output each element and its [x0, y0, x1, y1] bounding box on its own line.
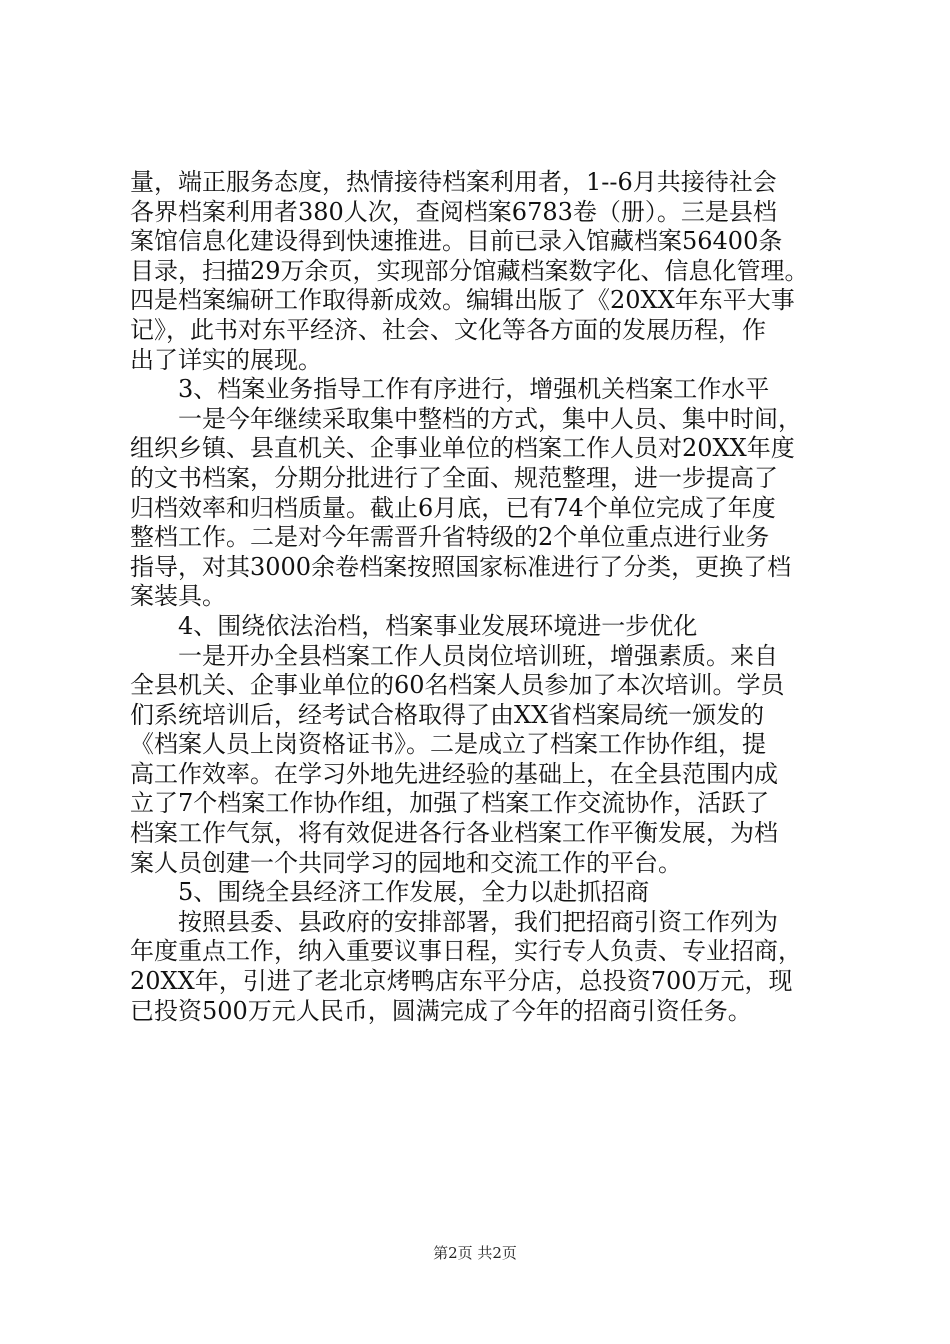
- text-line: 一是开办全县档案工作人员岗位培训班，增强素质。来自: [178, 641, 778, 670]
- text-line: 年度重点工作，纳入重要议事日程，实行专人负责、专业招商，: [130, 937, 802, 966]
- text-line: 四是档案编研工作取得新成效。编辑出版了《20XX年东平大事: [130, 286, 795, 315]
- text-line: 记》，此书对东平经济、社会、文化等各方面的发展历程，作: [130, 315, 766, 344]
- text-line: 案人员创建一个共同学习的园地和交流工作的平台。: [130, 848, 682, 877]
- text-line: 高工作效率。在学习外地先进经验的基础上，在全县范围内成: [130, 759, 778, 788]
- text-line: 各界档案利用者380人次，查阅档案6783卷（册）。三是县档: [130, 197, 777, 226]
- text-line: 出了详实的展现。: [130, 345, 322, 374]
- text-line: 档案工作气氛，将有效促进各行各业档案工作平衡发展，为档: [130, 819, 778, 848]
- text-line: 4、围绕依法治档，档案事业发展环境进一步优化: [178, 611, 698, 640]
- text-line: 的文书档案，分期分批进行了全面、规范整理，进一步提高了: [130, 463, 778, 492]
- text-line: 全县机关、企事业单位的60名档案人员参加了本次培训。学员: [130, 671, 785, 700]
- text-line: 案馆信息化建设得到快速推进。目前已录入馆藏档案56400条: [130, 227, 783, 256]
- text-line: 量，端正服务态度，热情接待档案利用者，1--6月共接待社会: [130, 168, 777, 196]
- text-line: 已投资500万元人民币，圆满完成了今年的招商引资任务。: [130, 996, 752, 1025]
- page-footer: 第2页 共2页: [433, 1244, 517, 1262]
- text-line: 20XX年，引进了老北京烤鸭店东平分店，总投资700万元，现: [130, 967, 793, 996]
- text-line: 指导，对其3000余卷档案按照国家标准进行了分类，更换了档: [130, 552, 792, 581]
- text-line: 整档工作。二是对今年需晋升省特级的2个单位重点进行业务: [130, 523, 770, 552]
- text-line: 3、档案业务指导工作有序进行，增强机关档案工作水平: [178, 375, 770, 404]
- text-line: 《档案人员上岗资格证书》。二是成立了档案工作协作组，提: [130, 730, 766, 759]
- text-line: 们系统培训后，经考试合格取得了由XX省档案局统一颁发的: [130, 700, 765, 729]
- document-body: [130, 168, 830, 1026]
- text-line: 一是今年继续采取集中整档的方式，集中人员、集中时间，: [178, 404, 802, 433]
- text-line: 按照县委、县政府的安排部署，我们把招商引资工作列为: [178, 907, 778, 936]
- text-line: 归档效率和归档质量。截止6月底，已有74个单位完成了年度: [130, 493, 776, 522]
- text-line: 5、围绕全县经济工作发展，全力以赴抓招商: [178, 878, 650, 907]
- text-line: 案装具。: [130, 582, 226, 611]
- text-line: 目录，扫描29万余页，实现部分馆藏档案数字化、信息化管理。: [130, 256, 809, 285]
- text-line: 组织乡镇、县直机关、企事业单位的档案工作人员对20XX年度: [130, 434, 795, 463]
- text-line: 立了7个档案工作协作组，加强了档案工作交流协作，活跃了: [130, 789, 770, 818]
